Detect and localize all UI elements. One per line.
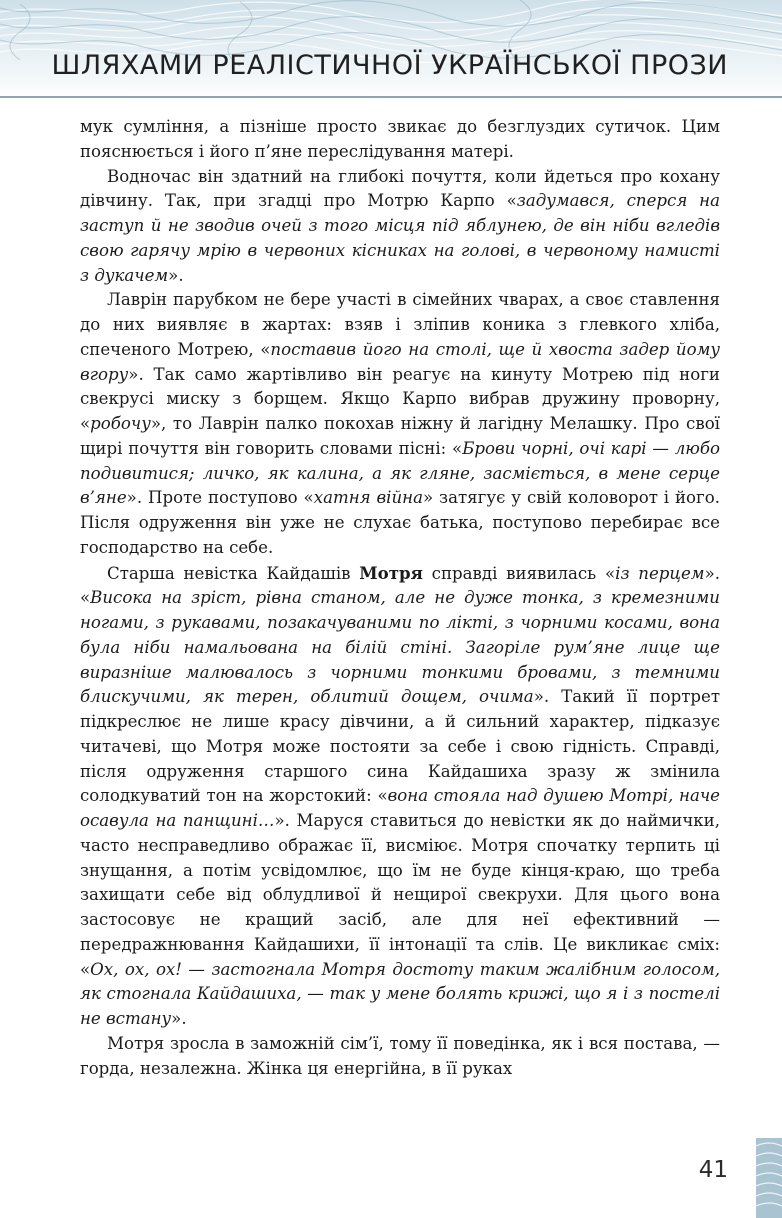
quote-text: Ох, ох, ох! — застогнала Мотря достоту таким жалібним голосом, як стогнала Кайдашиха, — так у мене болять крижі, що я і з постелі не встану <box>80 959 720 1028</box>
text-run: ». « <box>80 563 720 608</box>
text-run: ». Проте поступово « <box>126 488 314 508</box>
text-run: », то Лаврін палко покохав ніжну й лагідну Мелашку. Про свої щирі почуття він говорить словами пісні: « <box>80 414 720 458</box>
quote-text: Висока на зріст, рівна станом, але не дуже тонка, з кремезними ногами, з рукавами, позакачуваними по лікті, з чорними косами, вона була ніби намальована на білій стіні. Загоріле рум’яне лице ще виразніше малювалось з чорними тонкими бровами, з темними блискучими, як терен, облитий дощем, очима <box>80 588 720 707</box>
quote-text: задумався, сперся на заступ й не зводив очей з того місця під яблунею, де він ніби вгледів свою гарячу мрію в червоних кісниках на голові, в червоному намисті з дукачем <box>80 191 721 285</box>
paragraph <box>80 165 720 289</box>
header-title: ШЛЯХАМИ РЕАЛІСТИЧНОЇ УКРАЇНСЬКОЇ ПРОЗИ <box>51 50 728 81</box>
text-run: мук сумління, а пізніше просто звикає до безглуздих сутичок. Цим пояснюється і його п’яне переслідування матері. <box>80 117 720 161</box>
emphasis-text: Мотря <box>359 562 423 583</box>
text-run: Мотря зросла в заможній сім’ї, тому її поведінка, як і вся постава, — горда, незалежна. Жінка ця енергійна, в її руках <box>80 1033 720 1078</box>
paragraph <box>80 1032 720 1082</box>
text-run: справді виявилась « <box>422 563 616 583</box>
page-number: 41 <box>698 1157 728 1183</box>
text-run: ». <box>168 265 184 285</box>
text-run: » затягує у свій коловорот і його. Після одруження він уже не слухає батька, поступово перебирає все господарство на себе. <box>80 488 720 557</box>
quote-text: робочу <box>90 414 151 433</box>
header-banner <box>0 0 782 100</box>
quote-text: поставив його на столі, ще й хвоста задер йому вгору <box>80 339 720 384</box>
text-run: Водночас він здатний на глибокі почуття, коли йдеться про кохану дівчину. Так, при згадці про Мотрю Карпо « <box>80 166 720 211</box>
quote-text: вона стояла над душею Мотрі, наче осавула на панщині… <box>80 786 720 830</box>
paragraph <box>80 561 720 1032</box>
quote-text: із перцем <box>615 563 705 583</box>
quote-text: Брови чорні, очі карі — любо подивитися; личко, як калина, а як гляне, засміється, в мене серце в’яне <box>80 438 720 508</box>
text-run: ». Маруся ставиться до невістки як до наймички, часто несправедливо ображає її, висміює. Мотря спочатку терпить ці знущання, а потім усвідомлює, що їм не буде кінця-краю, що треба захищати себе від облудливої й нещирої свекрухи. Для цього вона застосовує не кращий засіб, але для неї ефективний — передражнювання Кайдашихи, її інтонації та слів. Це викликає сміх: « <box>80 811 720 979</box>
text-run: ». Такий її портрет підкреслює не лише красу дівчини, а й сильний характер, підказує читачеві, що Мотря може постояти за себе і свою гідність. Справді, після одруження старшого сина Кайдашиха зразу ж змінила солодкуватий тон на жорстокий: « <box>80 687 721 806</box>
side-tab-decoration <box>756 1138 782 1218</box>
paragraph <box>80 288 720 560</box>
quote-text: хатня війна <box>313 488 423 508</box>
paragraph <box>80 115 720 165</box>
header-divider <box>0 96 782 98</box>
text-run: ». <box>171 1009 187 1028</box>
text-run: Лаврін парубком не бере участі в сімейних чварах, а своє ставлення до них виявляє в жартах: взяв і зліпив коника з глевкого хліба, спеченого Мотрею, « <box>80 290 720 359</box>
text-run: Старша невістка Кайдашів <box>107 563 360 583</box>
body-text <box>80 115 720 1081</box>
text-run: ». Так само жартівливо він реагує на кинуту Мотрею під ноги свекрусі миску з борщем. Якщо Карпо вибрав дружину проворну, « <box>80 364 720 433</box>
